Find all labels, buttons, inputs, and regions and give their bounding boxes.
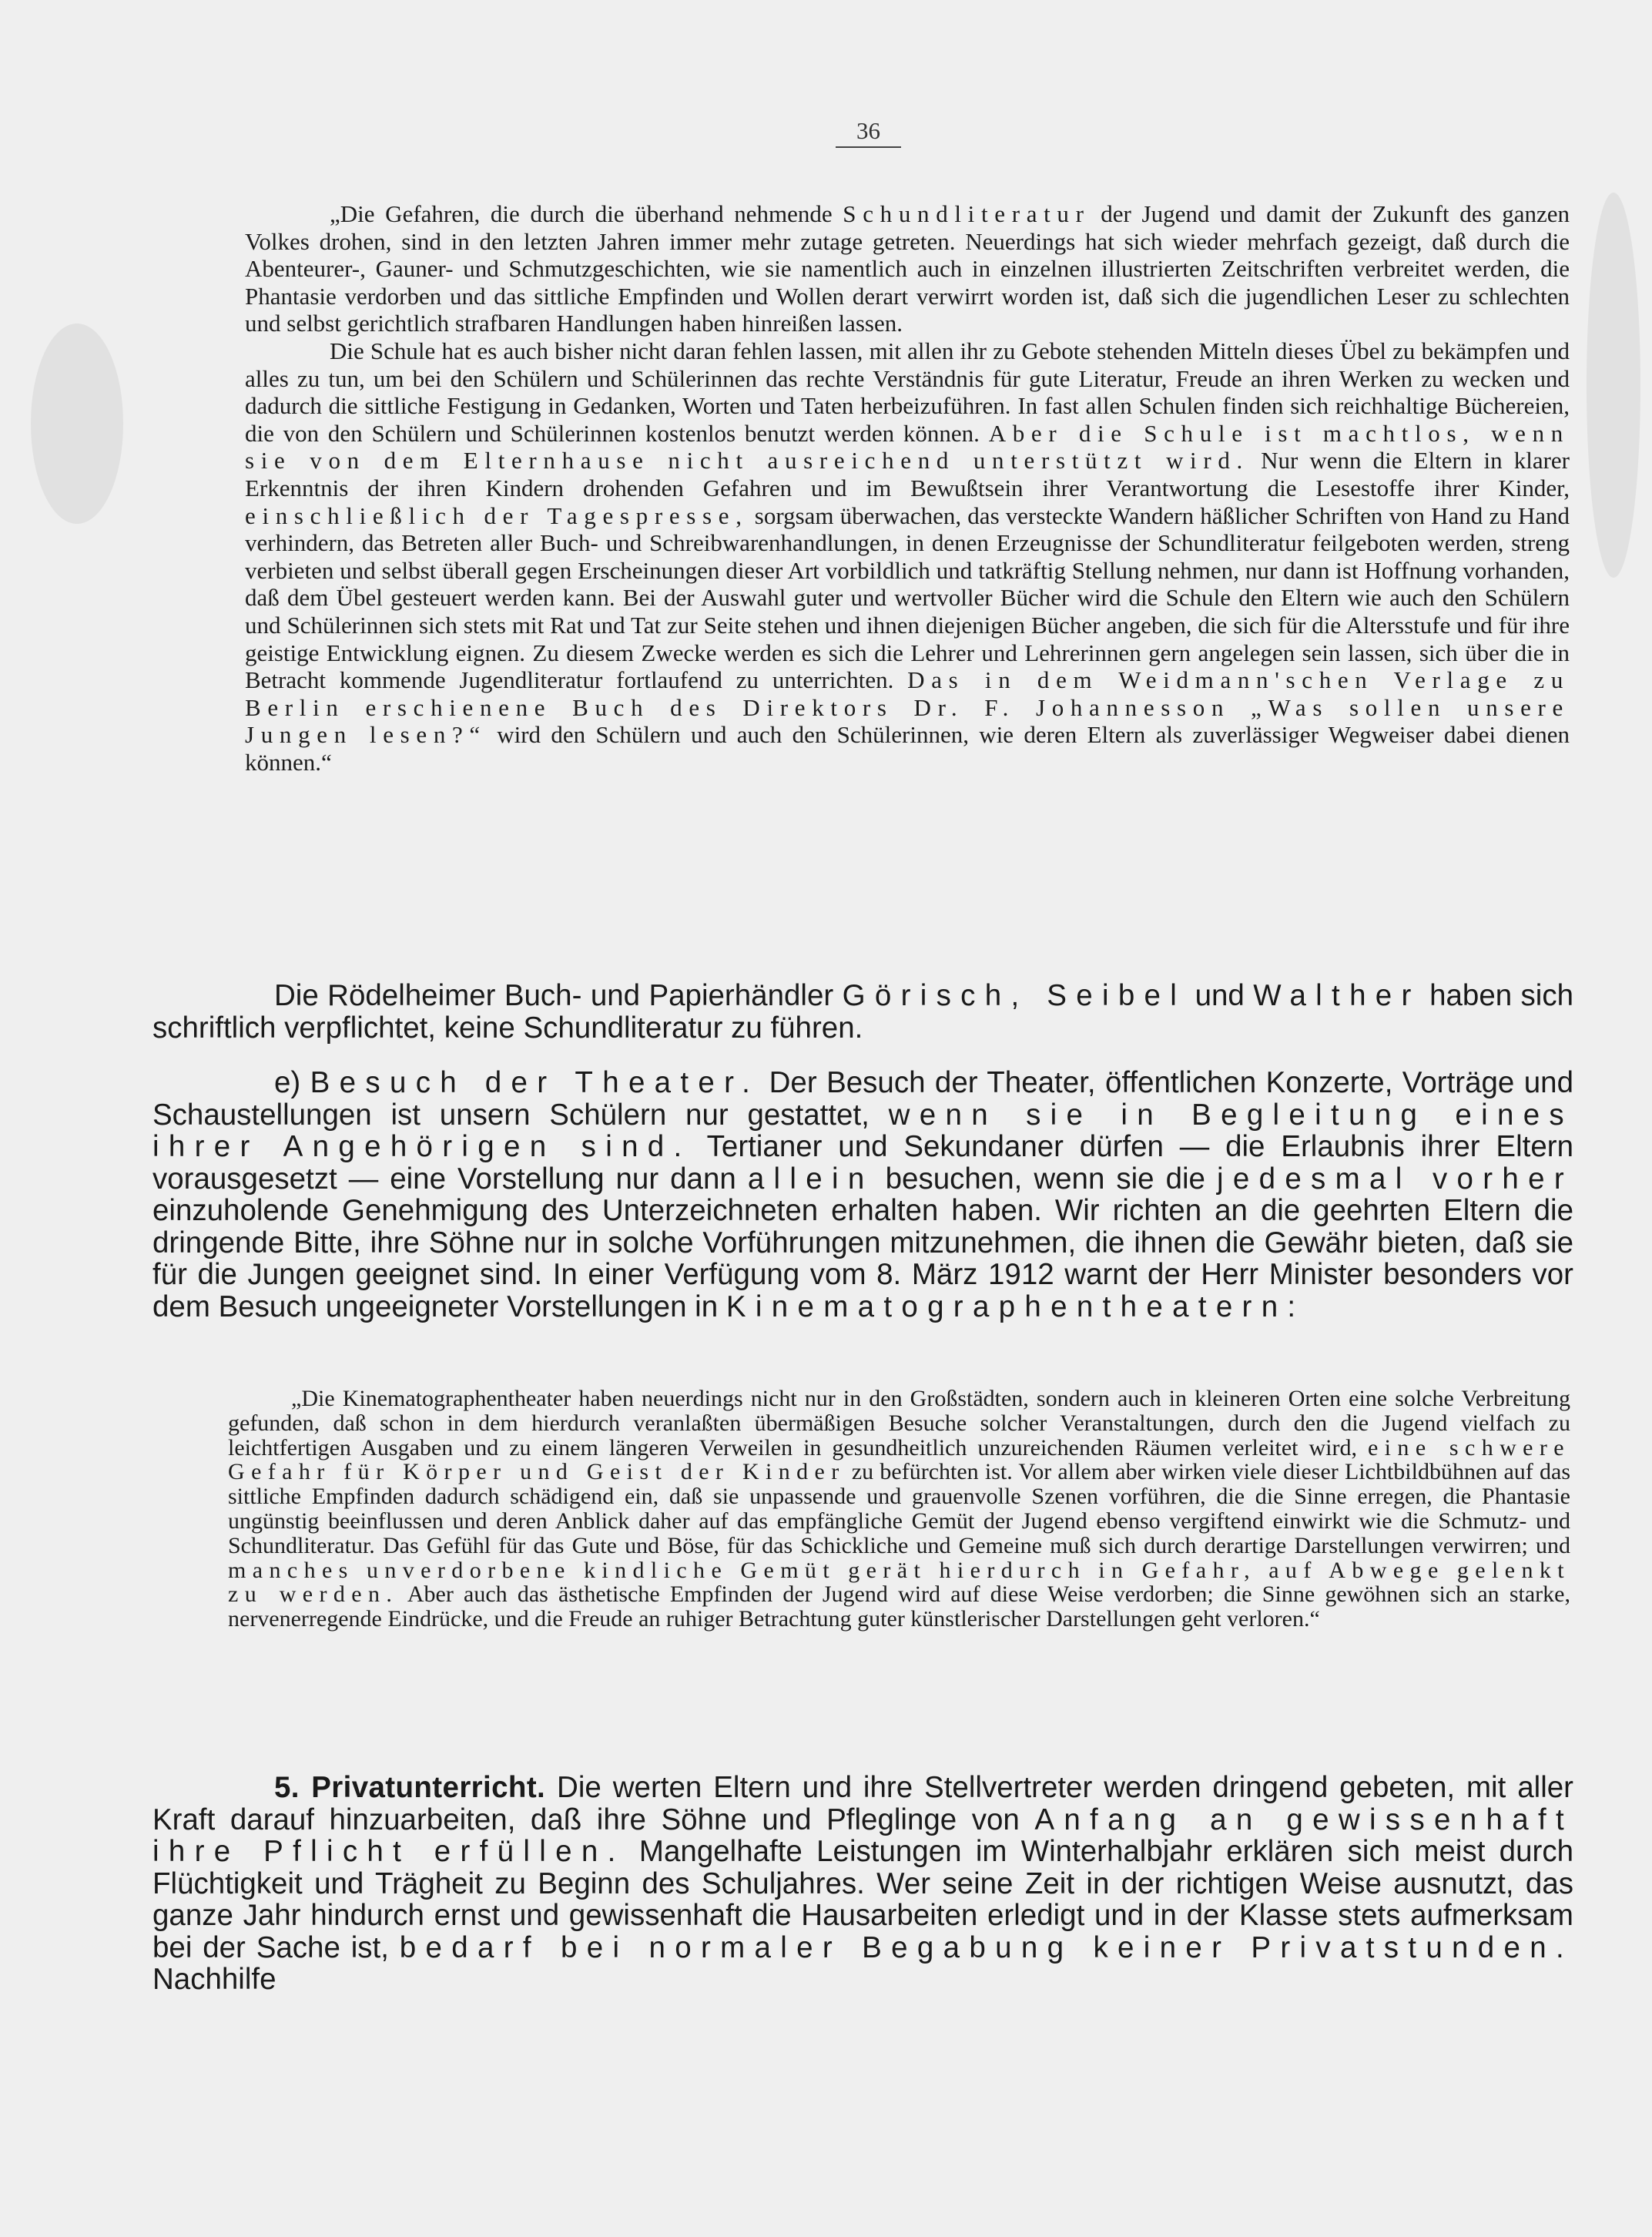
paragraph bbox=[152, 1067, 1573, 1323]
text-span: Tertianer und Sekundaner dürfen — die Erlaubnis ihrer Eltern vorausgesetzt — eine Vorstellung nur dann bbox=[152, 1130, 1573, 1196]
text-span: Aber auch das ästhetische Empfinden der Jugend wird auf diese Weise verdorben; die Sinne gewöhnen sich an starke, nervenerregende Eindrücke, und die Freude an ruhiger Betrachtung guter künstlerischer Darstellungen geht verloren.“ bbox=[228, 1581, 1570, 1632]
quote-schundliteratur bbox=[245, 200, 1570, 776]
text-span: besuchen, wenn sie die bbox=[873, 1162, 1217, 1196]
text-span: Mangelhafte Leistungen im Winterhalbjahr erklären sich meist durch Flüchtigkeit und Trägheit zu Beginn des Schuljahres. Wer seine Zeit in der richtigen Weise ausnutzt, das ganze Jahr hindurch ernst und gewissenhaft die Hausarbeiten erledigt und in der Klasse stets aufmerksam bei der Sache ist, bbox=[152, 1835, 1573, 1964]
spaced-text: Schundliteratur bbox=[843, 200, 1091, 227]
spaced-text: Aber die Schule ist machtlos, wenn sie von dem Elternhause nicht ausreichend unterstützt wird. bbox=[245, 419, 1570, 475]
text-span: Die Schule hat es auch bisher nicht daran fehlen lassen, mit allen ihr zu Gebote stehenden Mitteln dieses Übel zu bekämpfen und alles zu tun, um bei den Schülern und Schülerinnen das rechte Verständnis für gute Literatur, Freude an ihren Werken zu wecken und dadurch die sittliche Festigung in Gedanken, Worten und Taten herbeizuführen. In fast allen Schulen finden sich reichhaltige Büchereien, die von den Schülern und Schülerinnen kostenlos benutzt werden können. bbox=[245, 337, 1570, 447]
section-heading-privatunterricht: 5. Privatunterricht. bbox=[274, 1771, 546, 1804]
spaced-text: Kinematographentheatern: bbox=[725, 1290, 1305, 1323]
text-span: der Jugend und damit der Zukunft des ganzen Volkes drohen, sind in den letzten Jahren immer mehr zutage getreten. Neuerdings hat sich wieder mehrfach gezeigt, daß durch die Abenteurer-, Gauner- und Schmutzgeschichten, wie sie namentlich auch in einzelnen illustrierten Zeitschriften verbreitet werden, die Phantasie verdorben und das sittliche Empfinden und Wollen derart verwirrt worden ist, daß sich die jugendlichen Leser zu schlechten und selbst gerichtlich strafbaren Handlungen haben hinreißen lassen. bbox=[245, 200, 1570, 337]
spaced-text: allein bbox=[747, 1162, 874, 1196]
text-span: „Die Gefahren, die durch die überhand nehmende bbox=[330, 200, 843, 227]
text-span: e) bbox=[274, 1066, 310, 1099]
text-span: wird den Schülern und auch den Schülerinnen, wie deren Eltern als zuverlässiger Wegweiser dabei dienen können.“ bbox=[245, 721, 1570, 776]
spaced-text: wenn sie in Begleitung eines ihrer Angehörigen sind. bbox=[152, 1098, 1574, 1163]
text-span: Die Rödelheimer Buch- und Papierhändler bbox=[274, 979, 843, 1012]
text-span: „Die Kinematographentheater haben neuerdings nicht nur in den Großstädten, sondern auch in kleineren Orten eine solche Verbreitung gefunden, daß schon in dem hierdurch veranlaßten übermäßigen Besuche solcher Veranstaltungen, durch den die Jugend vielfach zu leichtfertigen Ausgaben und zu einem längeren Verweilen in gesundheitlich unzureichenden Räumen verleitet wird, bbox=[228, 1386, 1570, 1461]
text-span: haben sich schriftlich verpflichtet, keine Schundliteratur zu führen. bbox=[152, 979, 1574, 1045]
spaced-text: Walther bbox=[1253, 979, 1421, 1012]
spaced-text: manches unverdorbene kindliche Gemüt gerät hierdurch in Gefahr, auf Abwege gelenkt zu werden. bbox=[228, 1557, 1570, 1608]
spaced-text: einschließlich der Tagespresse, bbox=[245, 501, 749, 529]
quote-paragraph-1 bbox=[245, 200, 1570, 337]
quote-paragraph-2 bbox=[245, 337, 1570, 776]
spaced-text: Das in dem Weidmann'schen Verlage zu Berlin erschienene Buch des Direktors Dr. F. Johannesson „Was sollen unsere Jungen lesen?“ bbox=[245, 666, 1570, 749]
text-span: Der Besuch der Theater, öffentlichen Konzerte, Vorträge und Schaustellungen ist unsern Schülern nur gestattet, bbox=[152, 1066, 1574, 1132]
spaced-text: jedesmal vorher bbox=[1216, 1162, 1573, 1196]
text-span: und bbox=[1186, 979, 1254, 1012]
spaced-text: bedarf bei normaler Begabung keiner Privatstunden. bbox=[399, 1930, 1574, 1964]
quote-paragraph bbox=[228, 1387, 1570, 1632]
paragraph bbox=[152, 1772, 1573, 1996]
paragraph bbox=[152, 980, 1573, 1044]
text-span: Die werten Eltern und ihre Stellvertreter werden dringend gebeten, mit aller Kraft darauf hinzuarbeiten, daß ihre Söhne und Pfleglinge von bbox=[152, 1771, 1573, 1836]
section-heading-theater: Besuch der Theater. bbox=[310, 1066, 760, 1099]
page-number: 36 bbox=[836, 117, 901, 148]
text-span: zu befürchten ist. Vor allem aber wirken viele dieser Lichtbildbühnen auf das sittliche Empfinden dadurch schädigend ein, daß sie unpassende und grauenvolle Szenen vorführen, die die Sinne erregen, die Phantasie ungünstig beeinflussen und deren Anblick daher auf das empfängliche Gemüt der Jugend ebenso vergiftend einwirkt wie die Schmutz- und Schundliteratur. Das Gefühl für das Gute und Böse, für das Schickliche und Gemeine muß sich durch derartige Darstellungen verwirren; und bbox=[228, 1459, 1570, 1558]
spaced-text: eine schwere Gefahr für Körper und Geist der Kinder bbox=[228, 1434, 1570, 1485]
spaced-text: Görisch, Seibel bbox=[842, 979, 1187, 1012]
text-span: einzuholende Genehmigung des Unterzeichneten erhalten haben. Wir richten an die geehrten Eltern die dringende Bitte, ihre Söhne nur in solche Vorführungen mitzunehmen, die ihnen die Gewähr bieten, daß sie für die Jungen geeignet sind. In einer Verfügung vom 8. März 1912 warnt der Herr Minister besonders vor dem Besuch ungeeigneter Vorstellungen in bbox=[152, 1194, 1573, 1323]
text-span: sorgsam überwachen, das versteckte Wandern häßlicher Schriften von Hand zu Hand verhindern, das Betreten aller Buch- und Schreibwarenhandlungen, in denen Erzeugnisse der Schundliteratur feilgeboten werden, streng verbieten und selbst überall gegen Erscheinungen dieser Art vorbildlich und tatkräftig Stellung nehmen, nur dann ist Hoffnung vorhanden, daß dem Übel gesteuert werden kann. Bei der Auswahl guter und wertvoller Bücher wird die Schule den Eltern wie auch den Schülern und Schülerinnen sich stets mit Rat und Tat zur Seite stehen und ihnen diejenigen Bücher angeben, die sich für die Altersstufe und für ihre geistige Entwicklung eignen. Zu diesem Zwecke werden es sich die Lehrer und Lehrerinnen gern angelegen sein lassen, sich über die in Betracht kommende Jugendliteratur fortlaufend zu unterrichten. bbox=[245, 501, 1570, 694]
text-span: Nur wenn die Eltern in klarer Erkenntnis der ihren Kindern drohenden Gefahren und im Bewußtsein ihrer Verantwortung die Lesestoffe ihrer Kinder, bbox=[245, 447, 1570, 501]
text-span: Nachhilfe bbox=[152, 1963, 276, 1996]
scan-shadow bbox=[31, 324, 123, 524]
spaced-text: Anfang an gewissenhaft ihre Pflicht erfüllen. bbox=[152, 1803, 1573, 1868]
quote-kinematographen bbox=[228, 1387, 1570, 1632]
booksellers-paragraph bbox=[152, 980, 1573, 1044]
theater-section bbox=[152, 1067, 1573, 1323]
scan-shadow bbox=[1587, 193, 1640, 578]
privatunterricht-section bbox=[152, 1772, 1573, 1996]
